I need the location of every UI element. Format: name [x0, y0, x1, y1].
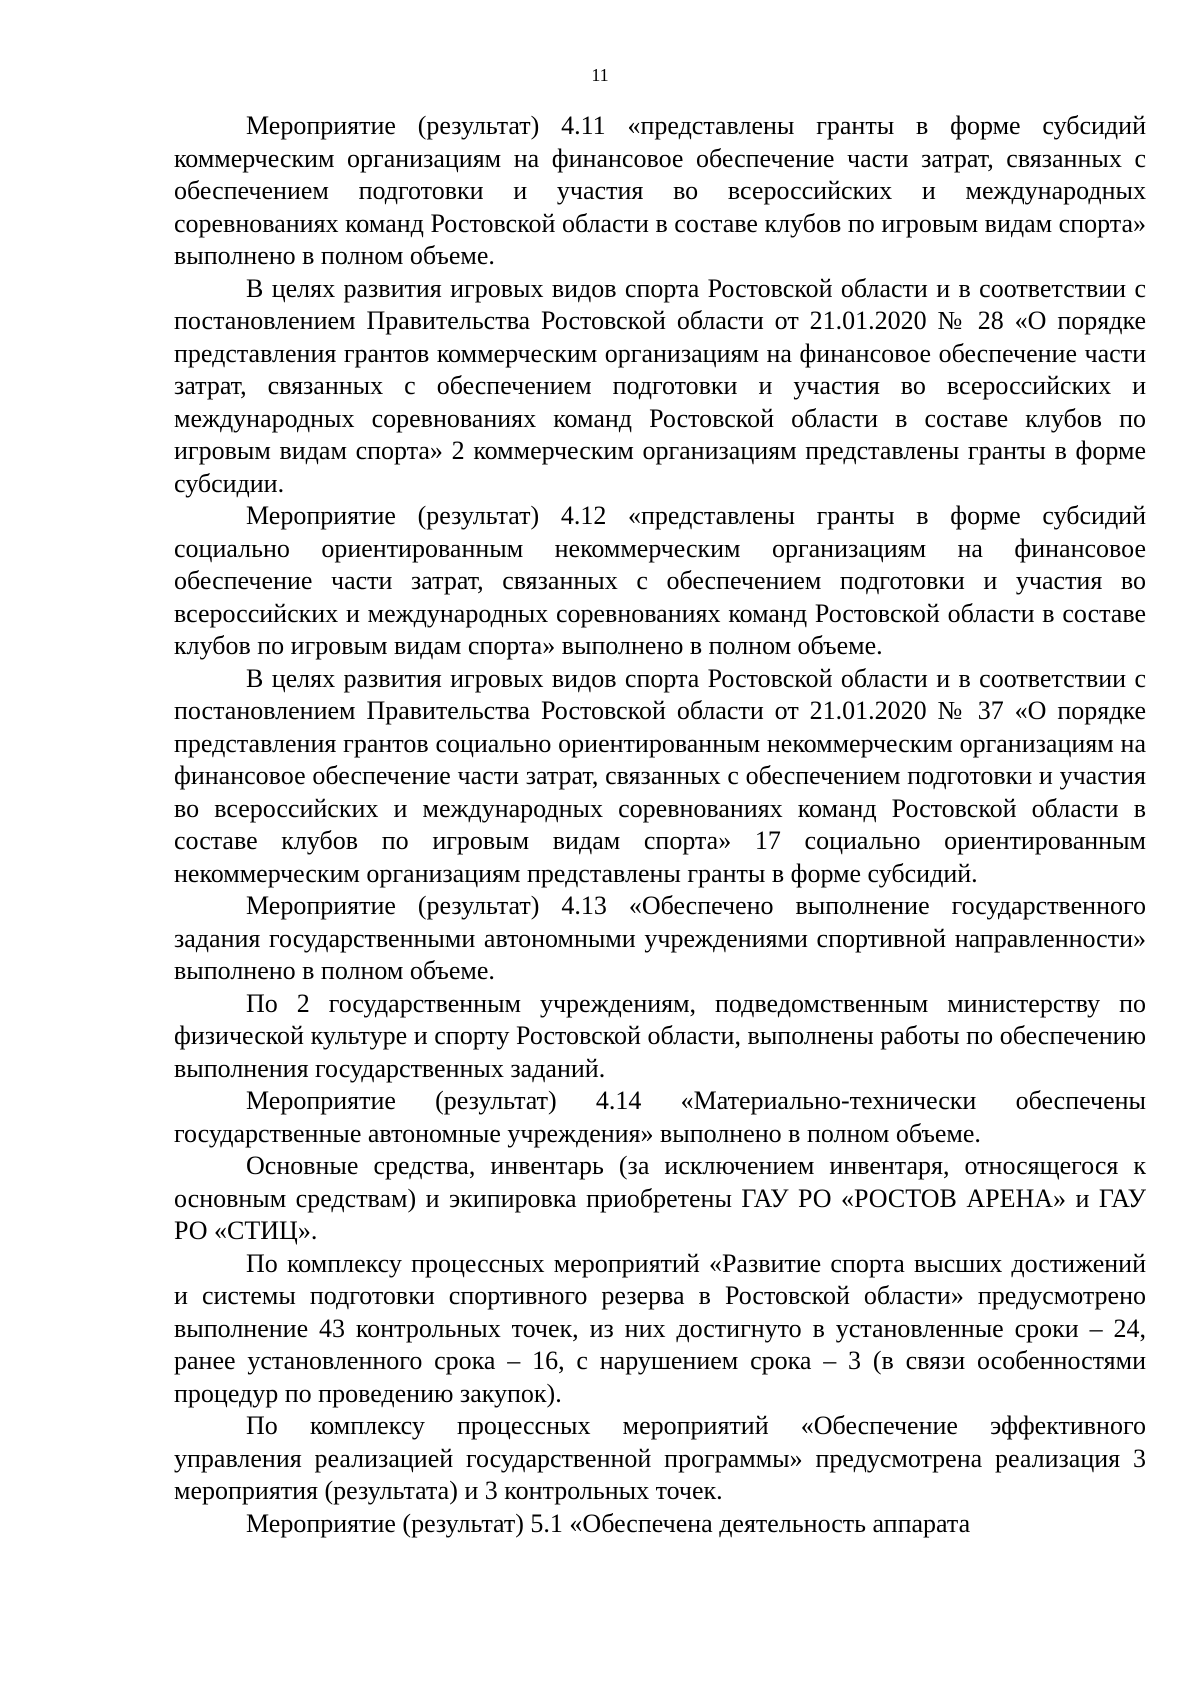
paragraph-state-tasks: По 2 государственным учреждениям, подведомственным министерству по физической культуре и спорту Ростовской области, выполнены работы по обеспечению выполнения государственных заданий.: [174, 988, 1146, 1083]
paragraph-measure-4-11: Мероприятие (результат) 4.11 «представлены гранты в форме субсидий коммерческим организациям на финансовое обеспечение части затрат, связанных с обеспечением подготовки и участия во всероссийских и международных соревнованиях команд Ростовской области в составе клубов по игровым видам спорта» выполнено в полном объеме.: [174, 111, 1146, 270]
paragraph-measure-4-14: Мероприятие (результат) 4.14 «Материально-технически обеспечены государственные автономные учреждения» выполнено в полном объеме.: [174, 1086, 1146, 1148]
page-number: 11: [591, 65, 609, 85]
document-body: [174, 110, 1146, 1540]
paragraph-fixed-assets: Основные средства, инвентарь (за исключением инвентаря, относящегося к основным средствам) и экипировка приобретены ГАУ РО «РОСТОВ АРЕНА» и ГАУ РО «СТИЦ».: [174, 1151, 1146, 1245]
paragraph-program-management: По комплексу процессных мероприятий «Обеспечение эффективного управления реализацией государственной программы» предусмотрена реализация 3 мероприятия (результата) и 3 контрольных точек.: [174, 1411, 1146, 1505]
paragraph-measure-5-1: Мероприятие (результат) 5.1 «Обеспечена деятельность аппарата: [246, 1508, 971, 1538]
paragraph-measure-4-13: Мероприятие (результат) 4.13 «Обеспечено выполнение государственного задания государственными автономными учреждениями спортивной направленности» выполнено в полном объеме.: [174, 891, 1146, 985]
paragraph-sport-reserve-checkpoints: По комплексу процессных мероприятий «Развитие спорта высших достижений и системы подготовки спортивного резерва в Ростовской области» предусмотрено выполнение 43 контрольных точек, из них достигнуто в установленные сроки – 24, ранее установленного срока – 16, с нарушением срока – 3 (в связи особенностями процедур по проведению закупок).: [174, 1248, 1146, 1408]
paragraph-grants-commercial: В целях развития игровых видов спорта Ростовской области и в соответствии с постановлением Правительства Ростовской области от 21.01.2020 № 28 «О порядке представления грантов коммерческим организациям на финансовое обеспечение части затрат, связанных с обеспечением подготовки и участия во всероссийских и международных соревнованиях команд Ростовской области в составе клубов по игровым видам спорта» 2 коммерческим организациям представлены гранты в форме субсидии.: [174, 273, 1146, 498]
paragraph-grants-nonprofit: В целях развития игровых видов спорта Ростовской области и в соответствии с постановлением Правительства Ростовской области от 21.01.2020 № 37 «О порядке представления грантов социально ориентированным некоммерческим организациям на финансовое обеспечение части затрат, связанных с обеспечением подготовки и участия во всероссийских и международных соревнованиях команд Ростовской области в составе клубов по игровым видам спорта» 17 социально ориентированным некоммерческим организациям представлены гранты в форме субсидий.: [174, 663, 1146, 888]
paragraph-measure-4-12: Мероприятие (результат) 4.12 «представлены гранты в форме субсидий социально ориентированным некоммерческим организациям на финансовое обеспечение части затрат, связанных с обеспечением подготовки и участия во всероссийских и международных соревнованиях команд Ростовской области в составе клубов по игровым видам спорта» выполнено в полном объеме.: [174, 501, 1146, 660]
